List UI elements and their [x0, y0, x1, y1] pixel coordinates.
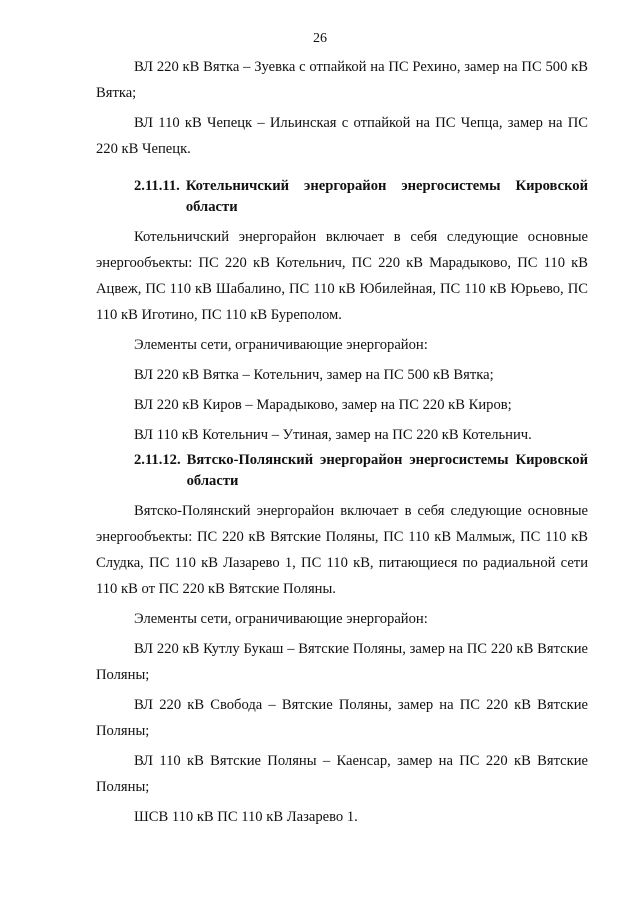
section-number: 2.11.12. [134, 452, 181, 468]
section-title: Вятско-Полянский энергорайон энергосистемы Кировской области [186, 452, 588, 489]
paragraph-line-vyatka-zuevka: ВЛ 220 кВ Вятка – Зуевка с отпайкой на ПС Рехино, замер на ПС 500 кВ Вятка; [96, 59, 588, 101]
list-item: ВЛ 220 кВ Вятка – Котельнич, замер на ПС 500 кВ Вятка; [134, 367, 494, 383]
section-intro-paragraph: Котельничский энергорайон включает в себя следующие основные энергообъекты: ПС 220 кВ Котельнич, ПС 220 кВ Марадыково, ПС 110 кВ Ацвеж, ПС 110 кВ Шабалино, ПС 110 кВ Юбилейная, ПС 110 кВ Юрьево, ПС 110 кВ Иготино, ПС 110 кВ Бурeполом. [96, 229, 588, 323]
section-2-11-12-heading [96, 450, 588, 492]
section-2-11-12-body [96, 498, 588, 834]
section-2-11-11-heading [96, 176, 588, 218]
elements-label: Элементы сети, ограничивающие энергорайон: [134, 611, 428, 627]
list-item: ВЛ 220 кВ Кутлу Букаш – Вятские Поляны, замер на ПС 220 кВ Вятские Поляны; [96, 641, 588, 683]
list-item: ВЛ 110 кВ Вятские Поляны – Каенсар, замер на ПС 220 кВ Вятские Поляны; [96, 753, 588, 795]
list-item: ШСВ 110 кВ ПС 110 кВ Лазарево 1. [134, 809, 358, 825]
section-2-11-11-body [96, 224, 588, 452]
section-number: 2.11.11. [134, 178, 180, 194]
section-intro-paragraph: Вятско-Полянский энергорайон включает в себя следующие основные энергообъекты: ПС 220 кВ Вятские Поляны, ПС 110 кВ Малмыж, ПС 110 кВ Слудка, ПС 110 кВ Лазарево 1, ПС 110 кВ, питающиеся по радиальной сети 110 кВ от ПС 220 кВ Вятские Поляны. [96, 503, 588, 597]
list-item: ВЛ 220 кВ Киров – Марадыково, замер на ПС 220 кВ Киров; [134, 397, 512, 413]
paragraph-line-chepetsk-ilinskaya: ВЛ 110 кВ Чепецк – Ильинская с отпайкой на ПС Чепца, замер на ПС 220 кВ Чепецк. [96, 115, 588, 157]
page-number: 26 [313, 31, 327, 46]
section-title: Котельничский энергорайон энергосистемы Кировской области [185, 178, 588, 215]
continuation-block [96, 54, 588, 166]
elements-label: Элементы сети, ограничивающие энергорайон: [134, 337, 428, 353]
list-item: ВЛ 110 кВ Котельнич – Утиная, замер на ПС 220 кВ Котельнич. [134, 427, 532, 443]
list-item: ВЛ 220 кВ Свобода – Вятские Поляны, замер на ПС 220 кВ Вятские Поляны; [96, 697, 588, 739]
